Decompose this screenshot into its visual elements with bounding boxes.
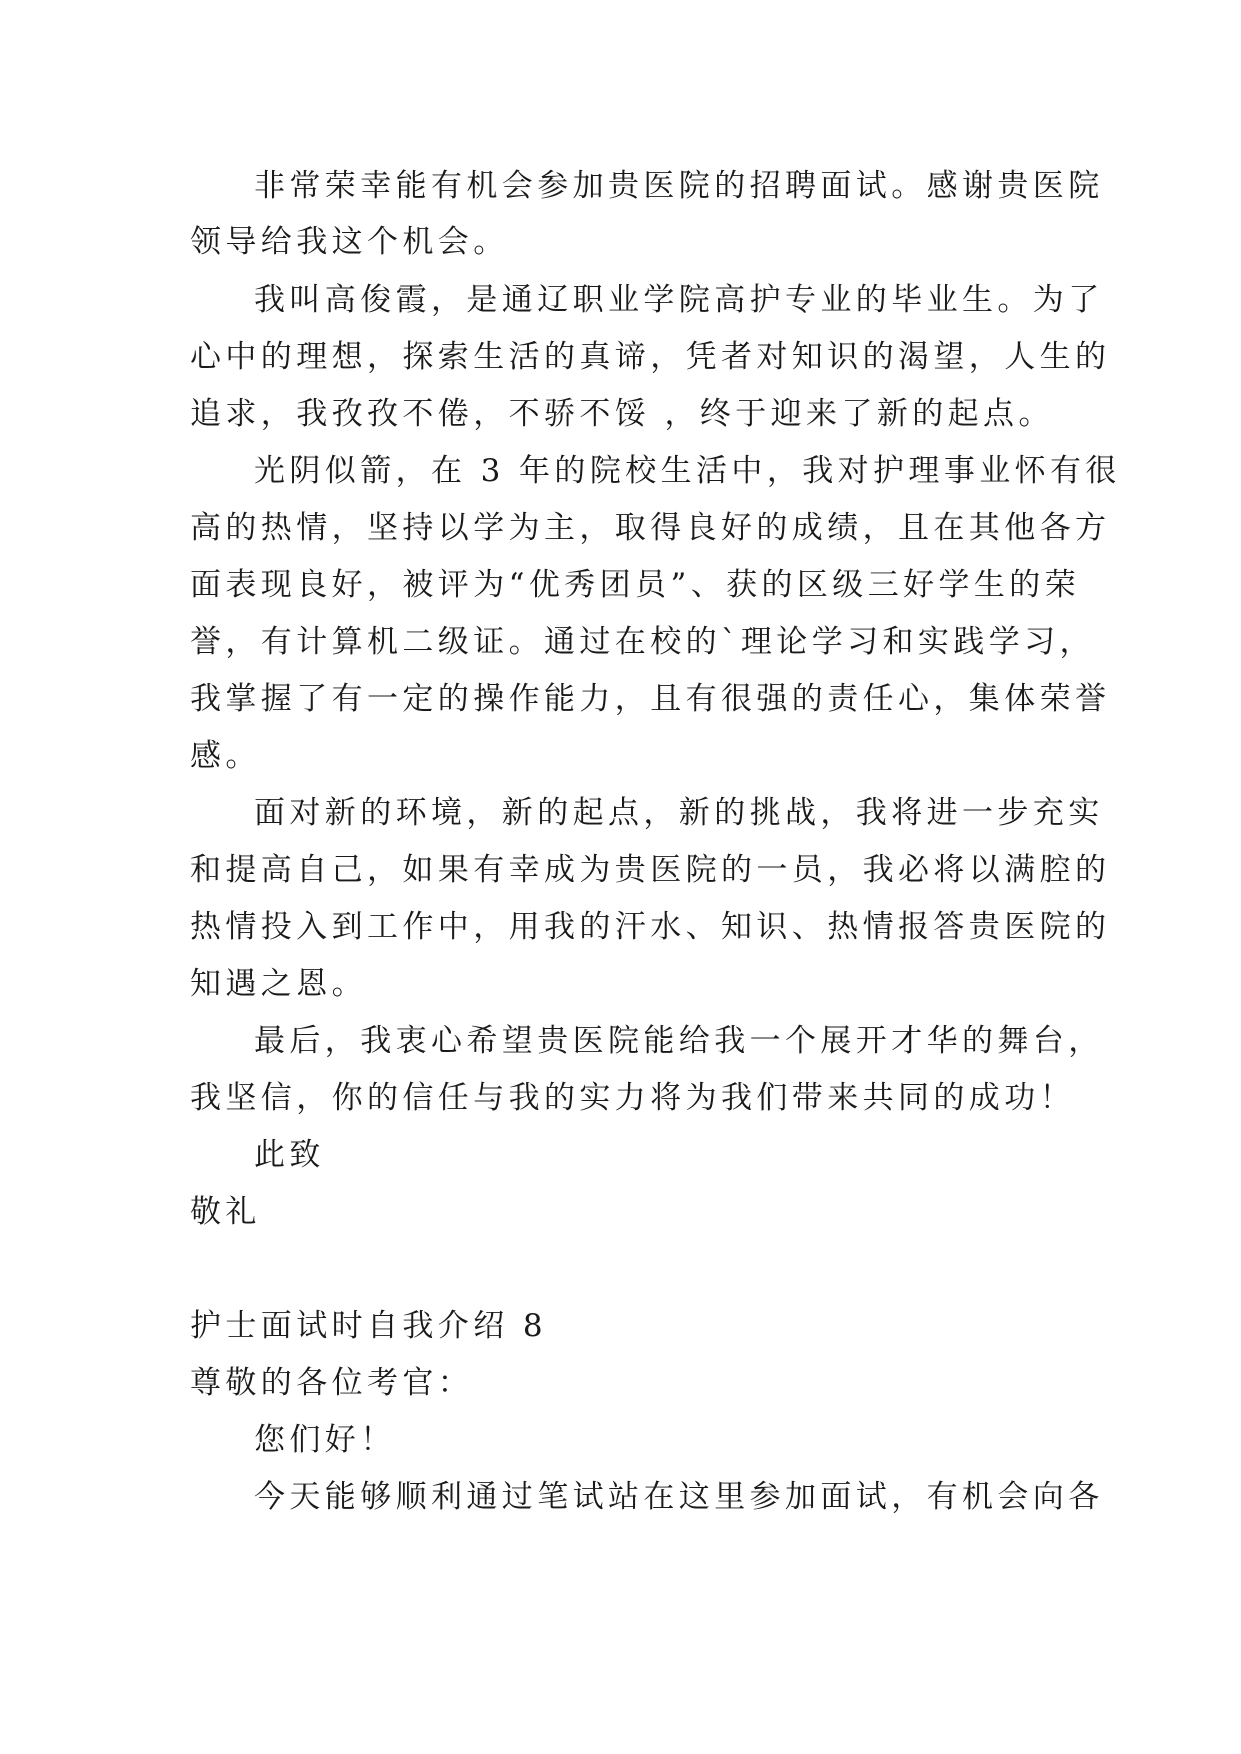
paragraph-line: 我掌握了有一定的操作能力，且有很强的责任心，集体荣誉 [190,681,1111,717]
paragraph-line: 我叫高俊霞，是通辽职业学院高护专业的毕业生。为了 [254,282,1104,318]
closing-regards: 敬礼 [190,1194,261,1230]
paragraph-line: 热情投入到工作中，用我的汗水、知识、热情报答贵医院的 [190,909,1111,945]
paragraph-line: 追求，我孜孜不倦，不骄不馁 ，终于迎来了新的起点。 [190,396,1054,432]
paragraph-line: 感。 [190,738,261,774]
paragraph-line: 今天能够顺利通过笔试站在这里参加面试，有机会向各 [254,1479,1104,1515]
paragraph-line: 光阴似箭，在 3 年的院校生活中，我对护理事业怀有很 [254,453,1121,489]
paragraph-line: 心中的理想，探索生活的真谛，凭者对知识的渴望，人生的 [190,339,1111,375]
section-title: 护士面试时自我介绍 8 [190,1308,547,1344]
paragraph-line: 面表现良好，被评为“优秀团员”、获的区级三好学生的荣 [190,567,1081,603]
paragraph-line: 面对新的环境，新的起点，新的挑战，我将进一步充实 [254,795,1104,831]
paragraph-line: 知遇之恩。 [190,966,367,1002]
paragraph-line: 我坚信，你的信任与我的实力将为我们带来共同的成功！ [190,1080,1075,1116]
closing-salutation: 此致 [254,1137,325,1173]
greeting-line: 尊敬的各位考官： [190,1365,474,1401]
paragraph-line: 非常荣幸能有机会参加贵医院的招聘面试。感谢贵医院 [254,168,1104,204]
paragraph-line: 和提高自己，如果有幸成为贵医院的一员，我必将以满腔的 [190,852,1111,888]
paragraph-line: 最后，我衷心希望贵医院能给我一个展开才华的舞台， [254,1023,1104,1059]
paragraph-line: 领导给我这个机会。 [190,224,509,260]
greeting-line: 您们好！ [254,1422,396,1458]
paragraph-line: 高的热情，坚持以学为主，取得良好的成绩，且在其他各方 [190,510,1111,546]
paragraph-line: 誉，有计算机二级证。通过在校的`理论学习和实践学习， [190,624,1095,660]
